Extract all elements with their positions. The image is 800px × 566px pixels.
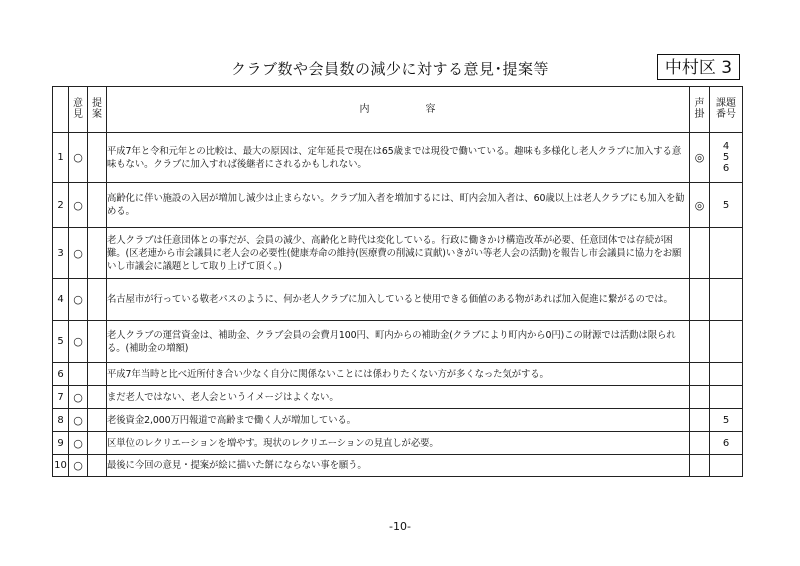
row-content: 平成7年と令和元年との比較は、最大の原因は、定年延長で現在は65歳までは現役で働いている。趣味も多様化し老人クラブに加入する意味もない。クラブに加入すれば後継者にされるかもしれない。 xyxy=(107,133,690,183)
row-number: 10 xyxy=(53,455,69,477)
table-row xyxy=(53,133,743,183)
row-content: 老人クラブの運営資金は、補助金、クラブ会員の会費月100円、町内からの補助金(クラブにより町内から0円)この財源では活動は限られる。(補助金の増額) xyxy=(107,321,690,363)
proposal-mark xyxy=(88,279,107,321)
header-proposal: 提案 xyxy=(88,87,107,133)
opinion-mark: ○ xyxy=(69,386,88,409)
table-row xyxy=(53,321,743,363)
row-number: 7 xyxy=(53,386,69,409)
row-number: 9 xyxy=(53,432,69,455)
opinion-mark: ○ xyxy=(69,432,88,455)
table-header-row xyxy=(53,87,743,133)
header-content: 内 容 xyxy=(107,87,690,133)
topic-number xyxy=(710,386,743,409)
voice-mark: ◎ xyxy=(690,183,710,228)
header-topic: 課題番号 xyxy=(710,87,743,133)
voice-mark xyxy=(690,228,710,279)
opinion-mark: ○ xyxy=(69,133,88,183)
row-content: 老人クラブは任意団体との事だが、会員の減少、高齢化と時代は変化している。行政に働きかけ構造改革が必要、任意団体では存続が困難。(区老連から市会議員に老人会の必要性(健康寿命の維持(医療費の削減に貢献)いきがい等老人会の活動)を報告し市会議員に協力をお願いし市議会に議題として取り上げて頂く。) xyxy=(107,228,690,279)
row-number: 5 xyxy=(53,321,69,363)
table-row xyxy=(53,455,743,477)
voice-mark xyxy=(690,432,710,455)
proposal-mark xyxy=(88,183,107,228)
proposal-mark xyxy=(88,432,107,455)
table-row xyxy=(53,409,743,432)
voice-mark xyxy=(690,321,710,363)
voice-mark: ◎ xyxy=(690,133,710,183)
row-content: 最後に今回の意見・提案が絵に描いた餅にならない事を願う。 xyxy=(107,455,690,477)
page-number: -10- xyxy=(389,520,411,533)
row-number: 4 xyxy=(53,279,69,321)
opinion-mark xyxy=(69,363,88,386)
table-row xyxy=(53,183,743,228)
opinion-mark: ○ xyxy=(69,409,88,432)
opinions-table xyxy=(52,86,743,477)
header-number xyxy=(53,87,69,133)
topic-number: 5 xyxy=(710,409,743,432)
table-row xyxy=(53,279,743,321)
opinion-mark: ○ xyxy=(69,279,88,321)
opinion-mark: ○ xyxy=(69,228,88,279)
row-content: まだ老人ではない、老人会というイメージはよくない。 xyxy=(107,386,690,409)
topic-number xyxy=(710,455,743,477)
proposal-mark xyxy=(88,455,107,477)
proposal-mark xyxy=(88,409,107,432)
topic-number xyxy=(710,321,743,363)
table-row xyxy=(53,432,743,455)
proposal-mark xyxy=(88,228,107,279)
proposal-mark xyxy=(88,321,107,363)
row-number: 2 xyxy=(53,183,69,228)
opinion-mark: ○ xyxy=(69,183,88,228)
topic-number xyxy=(710,228,743,279)
topic-number: 5 xyxy=(710,183,743,228)
table-row xyxy=(53,363,743,386)
voice-mark xyxy=(690,279,710,321)
table-row xyxy=(53,228,743,279)
table-row xyxy=(53,386,743,409)
voice-mark xyxy=(690,409,710,432)
row-content: 平成7年当時と比べ近所付き合い少なく自分に関係ないことには係わりたくない方が多くなった気がする。 xyxy=(107,363,690,386)
topic-number xyxy=(710,279,743,321)
proposal-mark xyxy=(88,363,107,386)
row-content: 名古屋市が行っている敬老パスのように、何か老人クラブに加入していると使用できる価値のある物があれば加入促進に繋がるのでは。 xyxy=(107,279,690,321)
opinion-mark: ○ xyxy=(69,455,88,477)
topic-number: 4 5 6 xyxy=(710,133,743,183)
header-opinion: 意見 xyxy=(69,87,88,133)
opinion-mark: ○ xyxy=(69,321,88,363)
proposal-mark xyxy=(88,386,107,409)
row-number: 6 xyxy=(53,363,69,386)
voice-mark xyxy=(690,455,710,477)
header-voice: 声掛 xyxy=(690,87,710,133)
row-content: 高齢化に伴い施設の入居が増加し減少は止まらない。クラブ加入者を増加するには、町内会加入者は、60歳以上は老人クラブにも加入を勧める。 xyxy=(107,183,690,228)
row-content: 老後資金2,000万円報道で高齢まで働く人が増加している。 xyxy=(107,409,690,432)
district-label: 中村区 3 xyxy=(657,54,740,80)
page-title: クラブ数や会員数の減少に対する意見･提案等 xyxy=(230,60,549,78)
topic-number xyxy=(710,363,743,386)
row-number: 3 xyxy=(53,228,69,279)
row-number: 8 xyxy=(53,409,69,432)
row-content: 区単位のレクリエーションを増やす。現状のレクリエーションの見直しが必要。 xyxy=(107,432,690,455)
row-number: 1 xyxy=(53,133,69,183)
voice-mark xyxy=(690,386,710,409)
topic-number: 6 xyxy=(710,432,743,455)
voice-mark xyxy=(690,363,710,386)
proposal-mark xyxy=(88,133,107,183)
